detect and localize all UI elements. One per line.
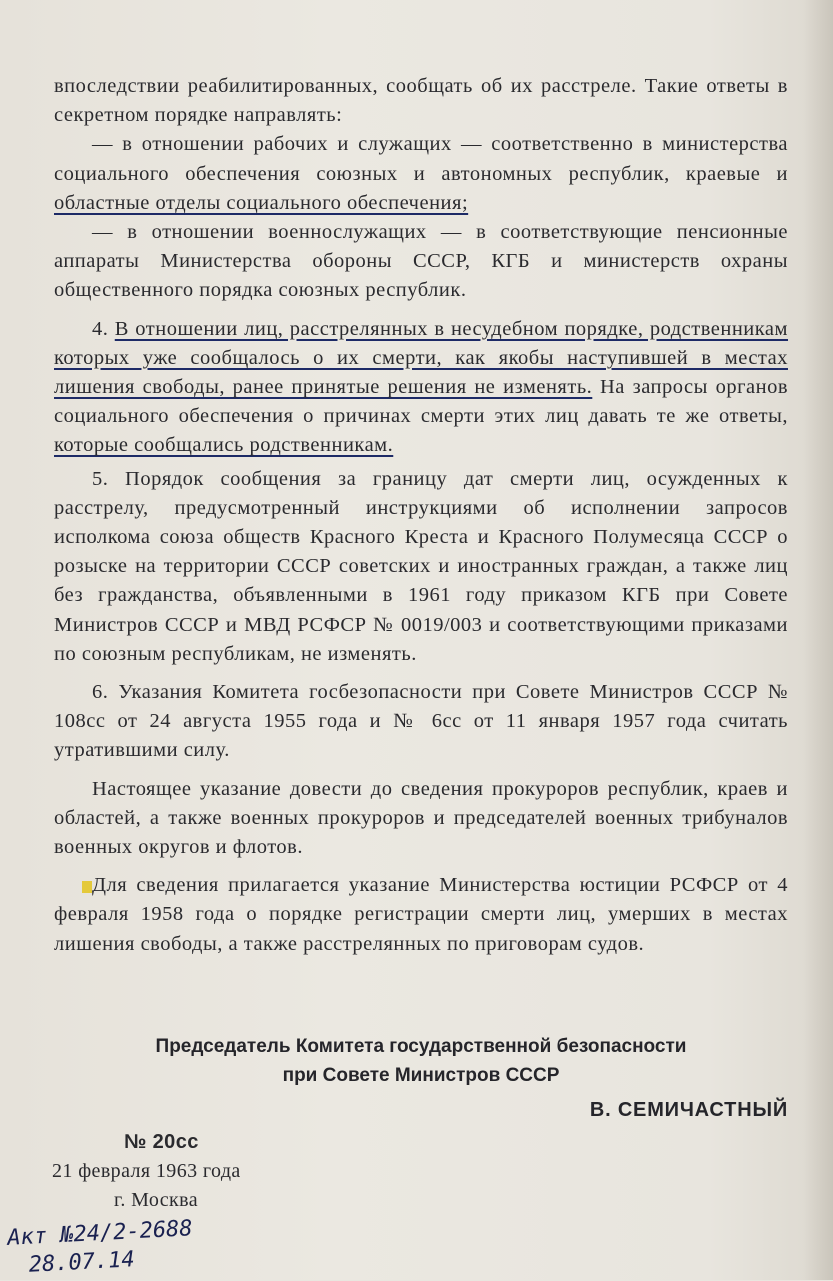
underlined-phrase: областные отделы социального обеспечения; [54,191,469,214]
document-meta [52,1128,241,1215]
paragraph-attachment [54,871,788,959]
document-number: № 20сс [124,1131,199,1153]
document-date: 21 февраля 1963 года [52,1160,241,1182]
paragraph-item-4 [54,315,788,461]
signatory-title-line2: при Совете Министров СССР [282,1065,560,1086]
handwritten-date: 28.07.14 [28,1247,136,1278]
handwritten-annotation [7,1215,195,1281]
document-city: г. Москва [114,1189,198,1211]
paragraph-notice: Настоящее указание довести до сведения прокуроров республик, краев и областей, а также военных прокуроров и председателей военных трибуналов военных округов и флотов. [54,777,788,859]
underlined-phrase-relatives: которые сообщались родственникам. [54,434,394,457]
paragraph-item-6: 6. Указания Комитета госбезопасности при Совете Министров СССР № 108сс от 24 августа 1955 года и № 6сс от 11 января 1957 года считать утратившими силу. [54,681,788,762]
paragraph-continuation: впоследствии реабилитированных, сообщать об их расстреле. Такие ответы в секретном порядке направлять: [54,75,788,127]
highlighter-mark [82,881,92,893]
paragraph-item-5: 5. Порядок сообщения за границу дат смерти лиц, осужденных к расстрелу, предусмотренный инструкциями об исполнении запросов исполкома союза обществ Красного Креста и Красного Полумесяца СССР о розыске на территории СССР советских и иностранных граждан, а также лиц без гражданства, объявленными в 1961 году приказом КГБ при Совете Министров СССР и МВД РСФСР № 0019/003 и соответствующими приказами по союзным республикам, не изменять. [54,467,788,665]
signature-block [54,1032,788,1125]
underlined-passage: В отношении лиц, расстрелянных в несудебном порядке, родственникам которых уже сообщалось о их смерти, как якобы наступившей в местах лишения свободы, ранее принятые решения не изменять. [54,317,789,399]
signatory-name: В. СЕМИЧАСТНЫЙ [589,1099,788,1121]
paragraph-workers [54,130,788,218]
item-4-number: 4. [92,317,115,340]
handwritten-act-number: Акт №24/2-2688 [6,1216,194,1251]
document-body [54,72,788,959]
paragraph-military: — в отношении военнослужащих — в соответствующие пенсионные аппараты Министерства обороны СССР, КГБ и министерств охраны общественного порядка союзных республик. [54,221,788,302]
signatory-title-line1: Председатель Комитета государственной безопасности [155,1036,687,1057]
item-4-text: На запросы органов социального обеспечения о причинах смерти этих лиц давать те же ответы, [54,376,789,428]
paragraph-workers-text: — в отношении рабочих и служащих — соответственно в министерства социального обеспечения союзных и автономных республик, краевые и [54,133,788,185]
paragraph-attachment-text: Для сведения прилагается указание Министерства юстиции РСФСР от 4 февраля 1958 года о порядке регистрации смерти лиц, умерших в местах лишения свободы, а также расстрелянных по приговорам судов. [54,874,788,955]
